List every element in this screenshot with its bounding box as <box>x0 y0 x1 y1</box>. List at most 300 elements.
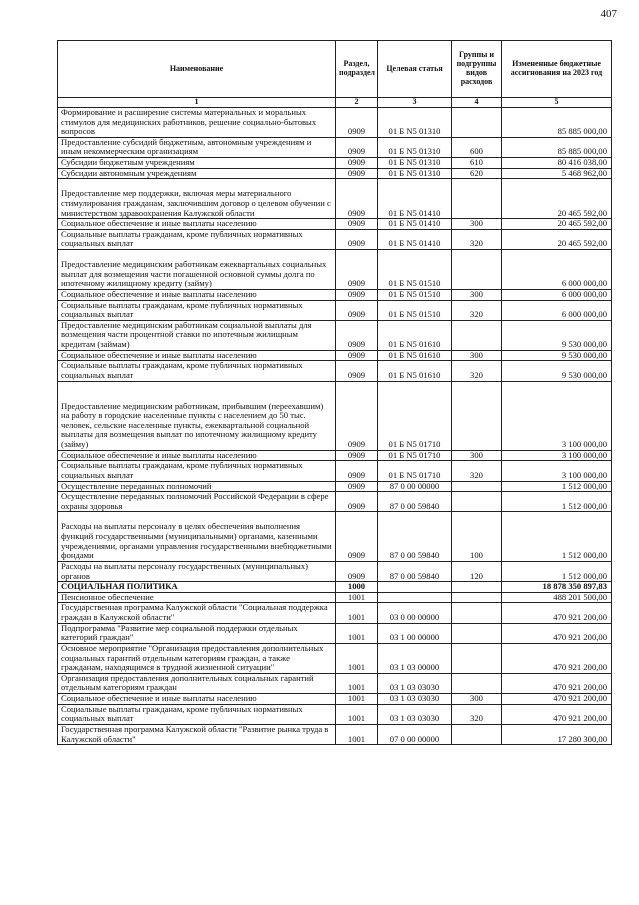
row-target-text: 01 Б N5 01710 <box>388 469 441 480</box>
row-amount-text: 6 000 000,00 <box>561 278 607 289</box>
row-section <box>336 107 378 137</box>
row-amount-text: 470 921 200,00 <box>553 612 607 623</box>
table-row <box>58 492 612 512</box>
row-section-text: 0909 <box>347 469 366 480</box>
row-group <box>452 450 502 461</box>
row-group-text: 320 <box>470 369 483 380</box>
row-group <box>452 300 502 320</box>
row-target <box>378 361 452 381</box>
row-name-text: Формирование и расширение системы материальных и моральных стимулов для медицинских работников, решение социально-бытовых вопросов <box>61 106 317 137</box>
row-group-text: 120 <box>470 570 483 581</box>
row-name <box>58 694 336 705</box>
table-row <box>58 158 612 169</box>
row-section <box>336 582 378 593</box>
column-number-row <box>58 98 612 108</box>
row-group <box>452 219 502 230</box>
row-target <box>378 179 452 219</box>
row-name-text: СОЦИАЛЬНАЯ ПОЛИТИКА <box>61 581 178 592</box>
row-group-text: 610 <box>470 157 483 168</box>
row-target-text: 03 1 00 00000 <box>389 632 440 643</box>
row-section <box>336 361 378 381</box>
row-section-text: 0909 <box>347 550 366 561</box>
table-row <box>58 361 612 381</box>
row-section-text: 1001 <box>347 733 366 744</box>
table-row <box>58 561 612 581</box>
row-group-text: 300 <box>470 693 483 704</box>
row-amount <box>502 694 612 705</box>
row-amount <box>502 643 612 673</box>
row-section-text: 0909 <box>347 349 366 360</box>
row-amount <box>502 592 612 603</box>
table-row <box>58 381 612 450</box>
row-section <box>336 300 378 320</box>
row-name <box>58 623 336 643</box>
row-name-text: Основное мероприятие "Организация предоставления дополнительных социальных гарантий отдельным категориям граждан, а также гражданам, находящимся в трудной жизненной ситуации" <box>61 642 324 673</box>
row-name <box>58 361 336 381</box>
row-name-text: Предоставление субсидий бюджетным, автономным учреждениям и иным некоммерческим организациям <box>61 136 312 157</box>
row-target <box>378 168 452 179</box>
row-name <box>58 603 336 623</box>
row-target-text: 01 Б N5 01710 <box>388 449 441 460</box>
col-number: 1 <box>58 98 336 108</box>
row-amount-text: 1 512 000,00 <box>561 550 607 561</box>
row-target-text: 01 Б N5 01510 <box>388 288 441 299</box>
row-target-text: 03 1 03 00000 <box>389 662 440 673</box>
row-amount-text: 18 878 350 897,83 <box>542 581 607 592</box>
row-target-text: 01 Б N5 01310 <box>388 157 441 168</box>
row-name-text: Пенсионное обеспечение <box>61 591 154 602</box>
col-number: 5 <box>502 98 612 108</box>
row-name <box>58 561 336 581</box>
row-amount-text: 3 100 000,00 <box>561 449 607 460</box>
row-amount-text: 470 921 200,00 <box>553 662 607 673</box>
row-amount-text: 470 921 200,00 <box>553 682 607 693</box>
row-amount <box>502 582 612 593</box>
row-amount-text: 470 921 200,00 <box>553 693 607 704</box>
header-section: Раздел, подраздел <box>336 41 378 98</box>
row-amount-text: 20 465 592,00 <box>557 238 607 249</box>
row-target <box>378 603 452 623</box>
row-group-text: 300 <box>470 288 483 299</box>
row-section-text: 1000 <box>347 581 366 592</box>
row-group <box>452 643 502 673</box>
table-row <box>58 450 612 461</box>
row-name-text: Расходы на выплаты персоналу в целях обеспечения выполнения функций государственными (муниципальными) органами, казенными учреждениями, органами управления государственными внебюджетными фондами <box>61 521 332 561</box>
row-section-text: 0909 <box>347 207 366 218</box>
row-section <box>336 623 378 643</box>
table-row <box>58 603 612 623</box>
table-row <box>58 179 612 219</box>
row-section <box>336 381 378 450</box>
row-amount-text: 85 885 000,00 <box>557 126 607 137</box>
row-amount <box>502 561 612 581</box>
table-row <box>58 250 612 290</box>
row-group-text: 320 <box>470 713 483 724</box>
table-row <box>58 229 612 249</box>
row-group-text: 320 <box>470 238 483 249</box>
row-section <box>336 694 378 705</box>
row-target-text: 01 Б N5 01310 <box>388 146 441 157</box>
row-amount <box>502 168 612 179</box>
row-name <box>58 179 336 219</box>
row-name <box>58 350 336 361</box>
row-name <box>58 300 336 320</box>
row-name <box>58 320 336 350</box>
row-section-text: 0909 <box>347 146 366 157</box>
table-row <box>58 582 612 593</box>
row-amount-text: 488 201 500,00 <box>553 591 607 602</box>
row-name-text: Социальное обеспечение и иные выплаты населению <box>61 349 257 360</box>
row-target-text: 01 Б N5 01410 <box>388 218 441 229</box>
row-amount <box>502 492 612 512</box>
row-name <box>58 137 336 157</box>
row-name <box>58 381 336 450</box>
row-group <box>452 694 502 705</box>
row-name-text: Социальное обеспечение и иные выплаты населению <box>61 288 257 299</box>
row-section-text: 0909 <box>347 369 366 380</box>
row-target-text: 01 Б N5 01410 <box>388 238 441 249</box>
row-amount-text: 85 885 000,00 <box>557 146 607 157</box>
row-target <box>378 694 452 705</box>
col-number: 4 <box>452 98 502 108</box>
row-group <box>452 158 502 169</box>
row-target-text: 87 0 00 59840 <box>389 500 440 511</box>
row-amount <box>502 320 612 350</box>
row-amount <box>502 704 612 724</box>
row-target-text: 01 Б N5 01410 <box>388 207 441 218</box>
row-target-text: 01 Б N5 01310 <box>388 126 441 137</box>
row-group <box>452 704 502 724</box>
row-name <box>58 250 336 290</box>
row-amount-text: 17 280 300,00 <box>557 733 607 744</box>
row-name-text: Социальные выплаты гражданам, кроме публичных нормативных социальных выплат <box>61 460 303 480</box>
table-row <box>58 461 612 481</box>
col-number: 3 <box>378 98 452 108</box>
row-section-text: 1001 <box>347 591 366 602</box>
row-section <box>336 461 378 481</box>
row-name <box>58 582 336 593</box>
table-row <box>58 704 612 724</box>
row-target-text: 03 1 03 03030 <box>389 682 440 693</box>
row-target-text: 03 1 03 03030 <box>389 713 440 724</box>
row-amount-text: 5 468 962,00 <box>561 167 607 178</box>
row-name <box>58 492 336 512</box>
row-amount <box>502 300 612 320</box>
row-name-text: Социальные выплаты гражданам, кроме публичных нормативных социальных выплат <box>61 360 303 380</box>
row-group <box>452 381 502 450</box>
row-target-text: 07 0 00 00000 <box>389 733 440 744</box>
row-target-text: 01 Б N5 01610 <box>388 339 441 350</box>
row-target <box>378 137 452 157</box>
row-target <box>378 724 452 744</box>
row-section <box>336 320 378 350</box>
row-group-text: 300 <box>470 349 483 360</box>
row-target <box>378 643 452 673</box>
row-section-text: 0909 <box>347 309 366 320</box>
row-name <box>58 461 336 481</box>
header-row <box>58 41 612 98</box>
row-amount-text: 20 465 592,00 <box>557 218 607 229</box>
row-target <box>378 219 452 230</box>
table-row <box>58 219 612 230</box>
row-group <box>452 168 502 179</box>
row-name-text: Социальное обеспечение и иные выплаты населению <box>61 449 257 460</box>
row-name <box>58 512 336 562</box>
row-amount-text: 470 921 200,00 <box>553 713 607 724</box>
row-section <box>336 512 378 562</box>
row-target-text: 03 1 03 03030 <box>389 693 440 704</box>
row-section <box>336 481 378 492</box>
row-section-text: 0909 <box>347 570 366 581</box>
row-amount <box>502 603 612 623</box>
row-group <box>452 461 502 481</box>
row-group <box>452 320 502 350</box>
row-section <box>336 450 378 461</box>
table-row <box>58 350 612 361</box>
row-section <box>336 724 378 744</box>
row-name <box>58 704 336 724</box>
row-section-text: 0909 <box>347 238 366 249</box>
row-group <box>452 350 502 361</box>
row-name <box>58 450 336 461</box>
row-amount <box>502 137 612 157</box>
table-row <box>58 643 612 673</box>
row-target <box>378 704 452 724</box>
row-group <box>452 623 502 643</box>
row-amount-text: 3 100 000,00 <box>561 469 607 480</box>
row-group <box>452 582 502 593</box>
row-group <box>452 179 502 219</box>
row-group <box>452 592 502 603</box>
row-section <box>336 673 378 693</box>
table-row <box>58 623 612 643</box>
row-group <box>452 361 502 381</box>
row-section-text: 0909 <box>347 157 366 168</box>
row-group-text: 620 <box>470 167 483 178</box>
header-amount: Измененные бюджетные ассигнования на 2023 год <box>502 41 612 98</box>
row-group <box>452 137 502 157</box>
row-name-text: Государственная программа Калужской области "Развитие рынка труда в Калужской области" <box>61 723 329 744</box>
row-section <box>336 592 378 603</box>
row-target-text: 87 0 00 59840 <box>389 550 440 561</box>
row-amount-text: 1 512 000,00 <box>561 570 607 581</box>
row-amount-text: 9 530 000,00 <box>561 369 607 380</box>
row-target <box>378 512 452 562</box>
row-section <box>336 179 378 219</box>
row-target-text: 01 Б N5 01610 <box>388 369 441 380</box>
row-group-text: 600 <box>470 146 483 157</box>
row-amount <box>502 512 612 562</box>
row-name-text: Предоставление медицинским работникам социальной выплаты для возмещения части процентной ставки по ипотечным жилищным кредитам (займам) <box>61 319 312 350</box>
row-name-text: Расходы на выплаты персоналу государственных (муниципальных) органов <box>61 560 308 581</box>
row-target <box>378 107 452 137</box>
row-section-text: 0909 <box>347 278 366 289</box>
page-number: 407 <box>600 8 617 20</box>
col-number: 2 <box>336 98 378 108</box>
row-name <box>58 289 336 300</box>
row-name <box>58 107 336 137</box>
row-name-text: Организация предоставления дополнительных социальных гарантий отдельным категориям граждан <box>61 672 314 693</box>
row-section <box>336 561 378 581</box>
table-row <box>58 320 612 350</box>
row-amount <box>502 289 612 300</box>
row-name-text: Социальные выплаты гражданам, кроме публичных нормативных социальных выплат <box>61 703 303 724</box>
row-section <box>336 168 378 179</box>
row-target-text: 01 Б N5 01310 <box>388 167 441 178</box>
header-target: Целевая статья <box>378 41 452 98</box>
row-amount-text: 3 100 000,00 <box>561 439 607 450</box>
row-section-text: 1001 <box>347 682 366 693</box>
row-amount-text: 80 416 038,00 <box>557 157 607 168</box>
row-section-text: 1001 <box>347 632 366 643</box>
row-amount-text: 1 512 000,00 <box>561 480 607 491</box>
row-section <box>336 229 378 249</box>
row-name-text: Осуществление переданных полномочий <box>61 480 212 491</box>
table-row <box>58 168 612 179</box>
row-section <box>336 289 378 300</box>
row-section-text: 0909 <box>347 449 366 460</box>
row-name-text: Социальное обеспечение и иные выплаты населению <box>61 218 257 229</box>
row-section-text: 0909 <box>347 439 366 450</box>
table-row <box>58 673 612 693</box>
row-name <box>58 481 336 492</box>
row-target <box>378 320 452 350</box>
row-name-text: Предоставление мер поддержки, включая меры материального стимулирования гражданам, заключившим договор о целевом обучении с министерством здравоохранения Калужской области <box>61 188 331 218</box>
row-section <box>336 492 378 512</box>
row-name-text: Предоставление медицинским работникам, прибывшим (переехавшим) на работу в городские населенные пункты с населением до 50 тыс. человек, сельские населенные пункты, ежеквартальной социальной выплаты для возмещения выплат по ипотечному жилищному кредиту (займу) <box>61 400 324 450</box>
row-group <box>452 673 502 693</box>
row-group <box>452 250 502 290</box>
row-amount <box>502 179 612 219</box>
row-amount <box>502 673 612 693</box>
row-section-text: 0909 <box>347 288 366 299</box>
row-target <box>378 492 452 512</box>
row-group <box>452 481 502 492</box>
row-target-text: 01 Б N5 01610 <box>388 349 441 360</box>
row-name-text: Социальные выплаты гражданам, кроме публичных нормативных социальных выплат <box>61 299 303 320</box>
row-name <box>58 158 336 169</box>
row-section <box>336 350 378 361</box>
row-target <box>378 673 452 693</box>
row-section-text: 0909 <box>347 339 366 350</box>
row-target-text: 87 0 00 00000 <box>389 480 440 491</box>
row-target-text: 01 Б N5 01510 <box>388 278 441 289</box>
row-name <box>58 229 336 249</box>
row-name-text: Предоставление медицинским работникам ежеквартальных социальных выплат для возмещения части погашенной основной суммы долга по ипотечному жилищному кредиту (займу) <box>61 259 327 289</box>
row-amount-text: 9 530 000,00 <box>561 339 607 350</box>
row-name <box>58 592 336 603</box>
row-amount-text: 470 921 200,00 <box>553 632 607 643</box>
row-section-text: 1001 <box>347 612 366 623</box>
row-group-text: 320 <box>470 309 483 320</box>
row-target <box>378 229 452 249</box>
row-amount <box>502 623 612 643</box>
row-group <box>452 107 502 137</box>
row-amount <box>502 107 612 137</box>
row-section <box>336 603 378 623</box>
row-name <box>58 643 336 673</box>
row-section-text: 0909 <box>347 500 366 511</box>
row-target <box>378 461 452 481</box>
row-section-text: 0909 <box>347 480 366 491</box>
row-amount <box>502 158 612 169</box>
row-section-text: 1001 <box>347 713 366 724</box>
row-section-text: 1001 <box>347 662 366 673</box>
row-name-text: Субсидии автономным учреждениям <box>61 167 197 178</box>
row-target <box>378 582 452 593</box>
row-target <box>378 300 452 320</box>
row-amount-text: 9 530 000,00 <box>561 349 607 360</box>
row-section-text: 0909 <box>347 126 366 137</box>
row-amount <box>502 361 612 381</box>
row-target <box>378 381 452 450</box>
row-name-text: Подпрограмма "Развитие мер социальной поддержки отдельных категорий граждан" <box>61 622 298 643</box>
row-amount-text: 20 465 592,00 <box>557 207 607 218</box>
budget-table <box>57 40 612 745</box>
row-group-text: 300 <box>470 218 483 229</box>
row-group <box>452 561 502 581</box>
row-group <box>452 492 502 512</box>
row-target <box>378 350 452 361</box>
row-group-text: 300 <box>470 449 483 460</box>
row-name-text: Государственная программа Калужской области "Социальная поддержка граждан в Калужской области" <box>61 602 328 623</box>
row-name-text: Субсидии бюджетным учреждениям <box>61 157 195 168</box>
row-section-text: 1001 <box>347 693 366 704</box>
row-name-text: Социальное обеспечение и иные выплаты населению <box>61 693 257 704</box>
row-name-text: Осуществление переданных полномочий Российской Федерации в сфере охраны здоровья <box>61 491 329 511</box>
row-target-text: 01 Б N5 01710 <box>388 439 441 450</box>
row-group <box>452 724 502 744</box>
row-amount <box>502 381 612 450</box>
row-target-text: 03 0 00 00000 <box>389 612 440 623</box>
table-row <box>58 137 612 157</box>
row-section <box>336 219 378 230</box>
row-amount-text: 6 000 000,00 <box>561 309 607 320</box>
row-section <box>336 250 378 290</box>
row-amount-text: 6 000 000,00 <box>561 288 607 299</box>
row-group-text: 320 <box>470 469 483 480</box>
row-target-text: 87 0 00 59840 <box>389 570 440 581</box>
table-row <box>58 592 612 603</box>
table-row <box>58 481 612 492</box>
row-target <box>378 289 452 300</box>
row-amount <box>502 461 612 481</box>
table-row <box>58 289 612 300</box>
row-target <box>378 561 452 581</box>
row-target <box>378 592 452 603</box>
row-name <box>58 724 336 744</box>
row-section <box>336 158 378 169</box>
row-section-text: 0909 <box>347 218 366 229</box>
table-row <box>58 512 612 562</box>
row-amount <box>502 229 612 249</box>
row-target <box>378 158 452 169</box>
header-name: Наименование <box>58 41 336 98</box>
row-target-text: 01 Б N5 01510 <box>388 309 441 320</box>
row-group <box>452 512 502 562</box>
row-section <box>336 643 378 673</box>
row-target <box>378 481 452 492</box>
table-row <box>58 724 612 744</box>
row-amount <box>502 219 612 230</box>
row-amount <box>502 450 612 461</box>
row-group <box>452 603 502 623</box>
row-name <box>58 219 336 230</box>
row-amount <box>502 724 612 744</box>
row-target <box>378 623 452 643</box>
row-group <box>452 229 502 249</box>
row-group-text: 100 <box>470 550 483 561</box>
